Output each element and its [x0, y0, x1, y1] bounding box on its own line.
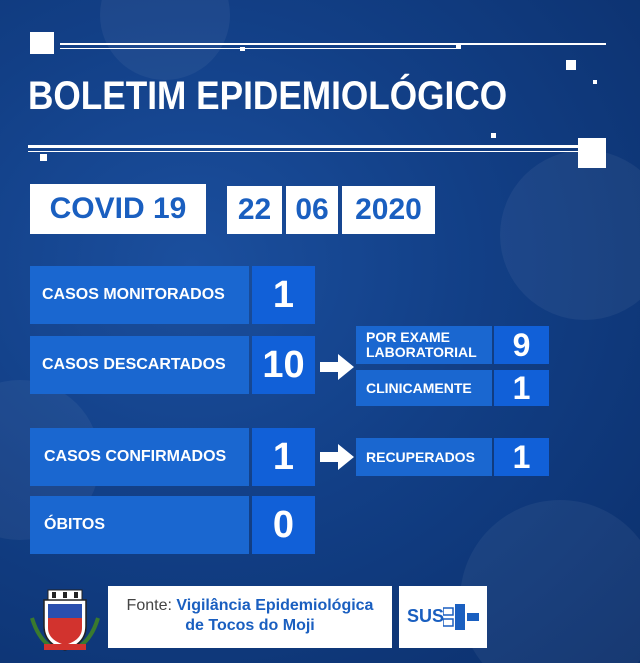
monitored-value: 1 — [252, 266, 315, 324]
virus-decoration-icon — [100, 0, 230, 80]
deaths-value: 0 — [252, 496, 315, 554]
lab-exam-label — [356, 326, 492, 364]
confirmed-value: 1 — [252, 428, 315, 486]
header-square-decoration — [566, 60, 576, 70]
header-dot-decoration — [40, 154, 47, 161]
date-day: 22 — [227, 186, 282, 234]
source-prefix: Fonte: — [126, 597, 172, 614]
source-line1: Vigilância Epidemiológica — [176, 597, 374, 614]
header-dot-decoration — [593, 80, 597, 84]
discarded-label: CASOS DESCARTADOS — [30, 336, 249, 394]
sus-cross-icon — [443, 604, 481, 630]
header-dot-decoration — [240, 47, 245, 51]
arrow-right-icon — [320, 354, 354, 380]
recovered-label: RECUPERADOS — [356, 438, 492, 476]
source-line2: de Tocos do Moji — [185, 617, 315, 634]
deaths-label: ÓBITOS — [30, 496, 249, 554]
virus-decoration-icon — [460, 500, 640, 663]
header-square-decoration — [30, 32, 54, 54]
disease-tag: COVID 19 — [30, 184, 206, 234]
header-dot-decoration — [491, 133, 496, 138]
confirmed-label: CASOS CONFIRMADOS — [30, 428, 249, 486]
clinical-value: 1 — [494, 370, 549, 406]
header-bottom-line — [28, 151, 578, 152]
city-crest-logo — [30, 588, 100, 652]
sus-logo-text: SUS — [407, 606, 445, 626]
clinical-label: CLINICAMENTE — [356, 370, 492, 406]
arrow-right-icon — [320, 444, 354, 470]
date-year: 2020 — [342, 186, 435, 234]
recovered-value: 1 — [494, 438, 549, 476]
page-title: BOLETIM EPIDEMIOLÓGICO — [28, 74, 508, 118]
header-square-decoration — [578, 138, 606, 168]
header-top-line — [60, 48, 460, 49]
virus-decoration-icon — [500, 150, 640, 320]
source-credit — [108, 586, 392, 648]
header-dot-decoration — [456, 44, 461, 49]
header-bottom-line — [28, 145, 578, 148]
lab-exam-label-line2: LABORATORIAL — [366, 344, 477, 360]
sus-logo — [399, 586, 487, 648]
date-month: 06 — [286, 186, 338, 234]
discarded-value: 10 — [252, 336, 315, 394]
lab-exam-label-line1: POR EXAME — [366, 329, 451, 346]
monitored-label: CASOS MONITORADOS — [30, 266, 249, 324]
header-top-line — [60, 43, 606, 45]
lab-exam-value: 9 — [494, 326, 549, 364]
